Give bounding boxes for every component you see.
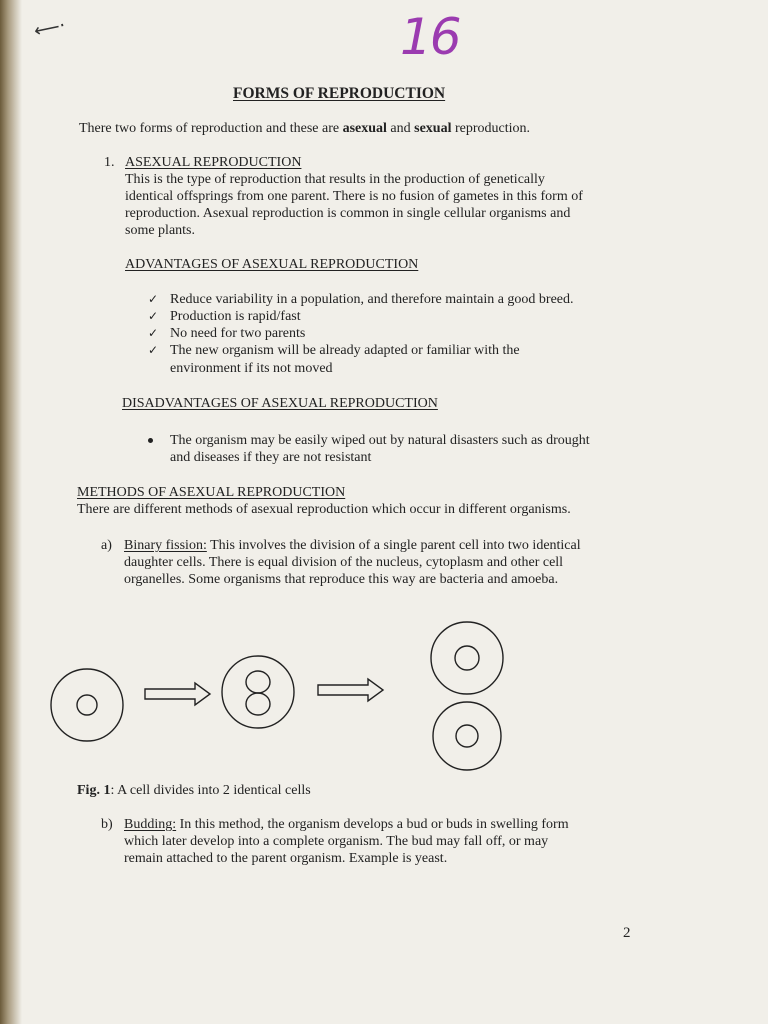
binary-fission-line bbox=[124, 537, 581, 554]
advantage-item: Production is rapid/fast bbox=[170, 309, 301, 324]
asexual-para-line: reproduction. Asexual reproduction is common in single cellular organisms and bbox=[125, 206, 571, 221]
advantage-item: Reduce variability in a population, and therefore maintain a good breed. bbox=[170, 292, 574, 307]
check-icon: ✓ bbox=[148, 309, 159, 323]
item-letter-a: a) bbox=[101, 538, 112, 553]
dividing-nucleus-bottom bbox=[246, 693, 270, 715]
page-title: FORMS OF REPRODUCTION bbox=[233, 85, 446, 102]
binary-fission-line: organelles. Some organisms that reproduce this way are bacteria and amoeba. bbox=[124, 572, 559, 587]
asexual-para-line: identical offsprings from one parent. There is no fusion of gametes in this form of bbox=[125, 189, 583, 204]
arrow-1 bbox=[145, 683, 210, 705]
check-icon: ✓ bbox=[148, 343, 159, 357]
asexual-para-line: some plants. bbox=[125, 223, 195, 238]
figure-caption bbox=[77, 782, 311, 799]
disadvantages-heading: DISADVANTAGES OF ASEXUAL REPRODUCTION bbox=[122, 396, 438, 411]
intro-text-b: and bbox=[386, 121, 415, 136]
binary-fission-term: Binary fission: bbox=[124, 538, 207, 553]
check-icon: ✓ bbox=[148, 326, 159, 340]
methods-intro: There are different methods of asexual reproduction which occur in different organisms. bbox=[77, 502, 571, 517]
dividing-nucleus-top bbox=[246, 671, 270, 693]
binary-fission-text: This involves the division of a single parent cell into two identical bbox=[206, 538, 581, 553]
item-letter-b: b) bbox=[101, 817, 113, 832]
intro-text-a: There two forms of reproduction and these are bbox=[79, 121, 343, 136]
budding-term: Budding: bbox=[124, 817, 177, 832]
bullet-icon bbox=[148, 438, 153, 443]
daughter-cell-1 bbox=[431, 622, 503, 694]
scribble-mark: ⟵· bbox=[32, 14, 68, 43]
daughter-nucleus-2 bbox=[456, 725, 478, 747]
intro-line bbox=[79, 120, 530, 137]
parent-nucleus bbox=[77, 695, 97, 715]
binary-fission-line: daughter cells. There is equal division of the nucleus, cytoplasm and other cell bbox=[124, 555, 564, 570]
budding-text: In this method, the organism develops a bud or buds in swelling form bbox=[176, 817, 569, 832]
check-icon: ✓ bbox=[148, 292, 159, 306]
disadvantage-item-continued: and diseases if they are not resistant bbox=[170, 450, 372, 465]
methods-heading: METHODS OF ASEXUAL REPRODUCTION bbox=[77, 485, 346, 500]
advantage-item: The new organism will be already adapted or familiar with the bbox=[170, 343, 520, 358]
parent-cell bbox=[51, 669, 123, 741]
dividing-cell bbox=[222, 656, 294, 728]
advantage-item-continued: environment if its not moved bbox=[170, 361, 333, 376]
budding-line bbox=[124, 816, 569, 833]
advantage-item: No need for two parents bbox=[170, 326, 306, 341]
handwritten-page-number: 16 bbox=[400, 8, 460, 66]
daughter-cell-2 bbox=[433, 702, 501, 770]
page-number: 2 bbox=[623, 925, 631, 941]
advantages-heading: ADVANTAGES OF ASEXUAL REPRODUCTION bbox=[125, 257, 419, 272]
section-number: 1. bbox=[104, 155, 115, 170]
asexual-heading: ASEXUAL REPRODUCTION bbox=[125, 155, 302, 170]
disadvantage-item: The organism may be easily wiped out by natural disasters such as drought bbox=[170, 433, 590, 448]
figure-caption-text: : A cell divides into 2 identical cells bbox=[110, 783, 311, 798]
daughter-nucleus-1 bbox=[455, 646, 479, 670]
budding-line: remain attached to the parent organism. Example is yeast. bbox=[124, 851, 448, 866]
intro-text-c: reproduction. bbox=[451, 121, 531, 136]
figure-label: Fig. 1 bbox=[77, 783, 111, 798]
binary-fission-diagram bbox=[50, 620, 520, 780]
intro-bold-asexual: asexual bbox=[342, 121, 387, 136]
arrow-2 bbox=[318, 679, 383, 701]
page-edge-shadow bbox=[0, 0, 22, 1024]
intro-bold-sexual: sexual bbox=[414, 121, 452, 136]
asexual-para-line: This is the type of reproduction that results in the production of genetically bbox=[125, 172, 545, 187]
budding-line: which later develop into a complete organism. The bud may fall off, or may bbox=[124, 834, 549, 849]
